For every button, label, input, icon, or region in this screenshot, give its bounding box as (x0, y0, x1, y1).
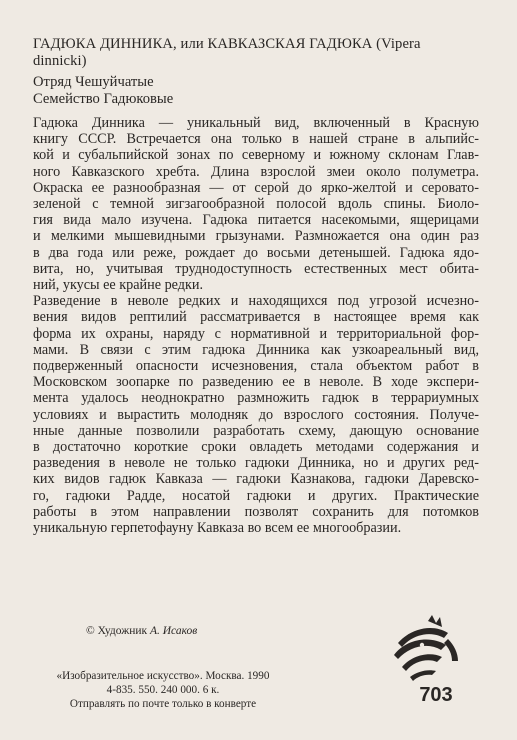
species-title-line1: ГАДЮКА ДИННИКА, или КАВКАЗСКАЯ ГАДЮКА (Vipera (33, 36, 421, 52)
body-line: ких видов гадюк Кавказа — гадюки Казнакова, гадюки Даревско- (33, 471, 479, 488)
species-title-line2: dinnicki) (33, 53, 87, 69)
body-line: в достаточно короткие сроки овладеть методами содержания и (33, 439, 479, 456)
publisher-imprint (33, 669, 293, 711)
logo-number: 703 (419, 684, 453, 706)
body-line: гия вида мало изучена. Гадюка питается насекомыми, ящерицами (33, 212, 479, 229)
body-line: подверженный опасности исчезновения, стала объектом работ в (33, 358, 479, 375)
body-line: уникальную герпетофауну Кавказа во всем ее многообразии. (33, 520, 402, 537)
zebra-stripes-logo (388, 615, 474, 707)
body-line: и мелкими мышевидными грызунами. Размножается она один раз (33, 228, 479, 245)
body-line: ного Кавказского хребта. Длина взрослой змеи около полуметра. (33, 163, 479, 180)
body-line: Гадюка Динника — уникальный вид, включенный в Красную (33, 115, 479, 131)
description-text (33, 115, 479, 536)
body-line: кой и субальпийской зонах по северному и южному склонам Глав- (33, 147, 479, 164)
body-line: го, гадюки Радде, носатой гадюки и других. Практические (33, 487, 479, 504)
body-line: вения видов рептилий рассматривается в настоящее время как (33, 309, 479, 326)
species-title (33, 36, 493, 70)
imprint-mailing-note: Отправлять по почте только в конверте (69, 698, 257, 710)
body-line: книгу СССР. Встречается она только в нашей стране в альпийс- (33, 131, 479, 148)
body-line: мами. В связи с этим гадюка Динника как узкоареальный вид, (33, 341, 479, 358)
imprint-codes: 4-835. 550. 240 000. 6 к. (106, 684, 220, 696)
body-line: форма их охраны, наряду с нормативной и территориальной фор- (33, 325, 479, 342)
credit-prefix: © Художник (86, 625, 150, 637)
body-line: ний, укусы ее крайне редки. (33, 277, 204, 294)
header (33, 36, 493, 108)
body-line: Окраска ее разнообразная — от серой до ярко-желтой и сероватo- (33, 179, 479, 196)
order-label: Отряд Чешуйчатые (33, 74, 154, 90)
family-label: Семейство Гадюковые (33, 91, 174, 107)
body-line: разведения в неволе не только гадюки Динника, но и других ред- (33, 455, 479, 472)
imprint-publisher: «Изобразительное искусство». Москва. 1990 (56, 670, 270, 682)
artist-name: А. Исаков (149, 625, 198, 637)
body-line: в два года или реже, рождает до восьми детенышей. Гадюка ядо- (33, 244, 479, 261)
body-line: мента удалось неоднократно размножить гадюк в террариумных (33, 390, 479, 407)
artist-credit (86, 624, 197, 638)
body-line: работы в этом направлении позволят сохранить для потомков (33, 503, 479, 520)
zebra-stripes-icon (394, 615, 458, 681)
body-line: нные данные позволили разработать схему, дающую основание (33, 422, 479, 439)
body-line: зеленой с темной зигзагообразной полосой вдоль спины. Биоло- (33, 196, 479, 213)
body-line: Разведение в неволе редких и находящихся под угрозой исчезно- (33, 293, 479, 310)
body-line: Московском зоопарке по разведению ее в неволе. В ходе экспери- (33, 374, 479, 391)
body-line: условиях и вырастить молодняк до взрослого состояния. Получе- (33, 406, 479, 423)
body-line: вита, но, учитывая труднодоступность естественных мест обита- (33, 260, 479, 277)
